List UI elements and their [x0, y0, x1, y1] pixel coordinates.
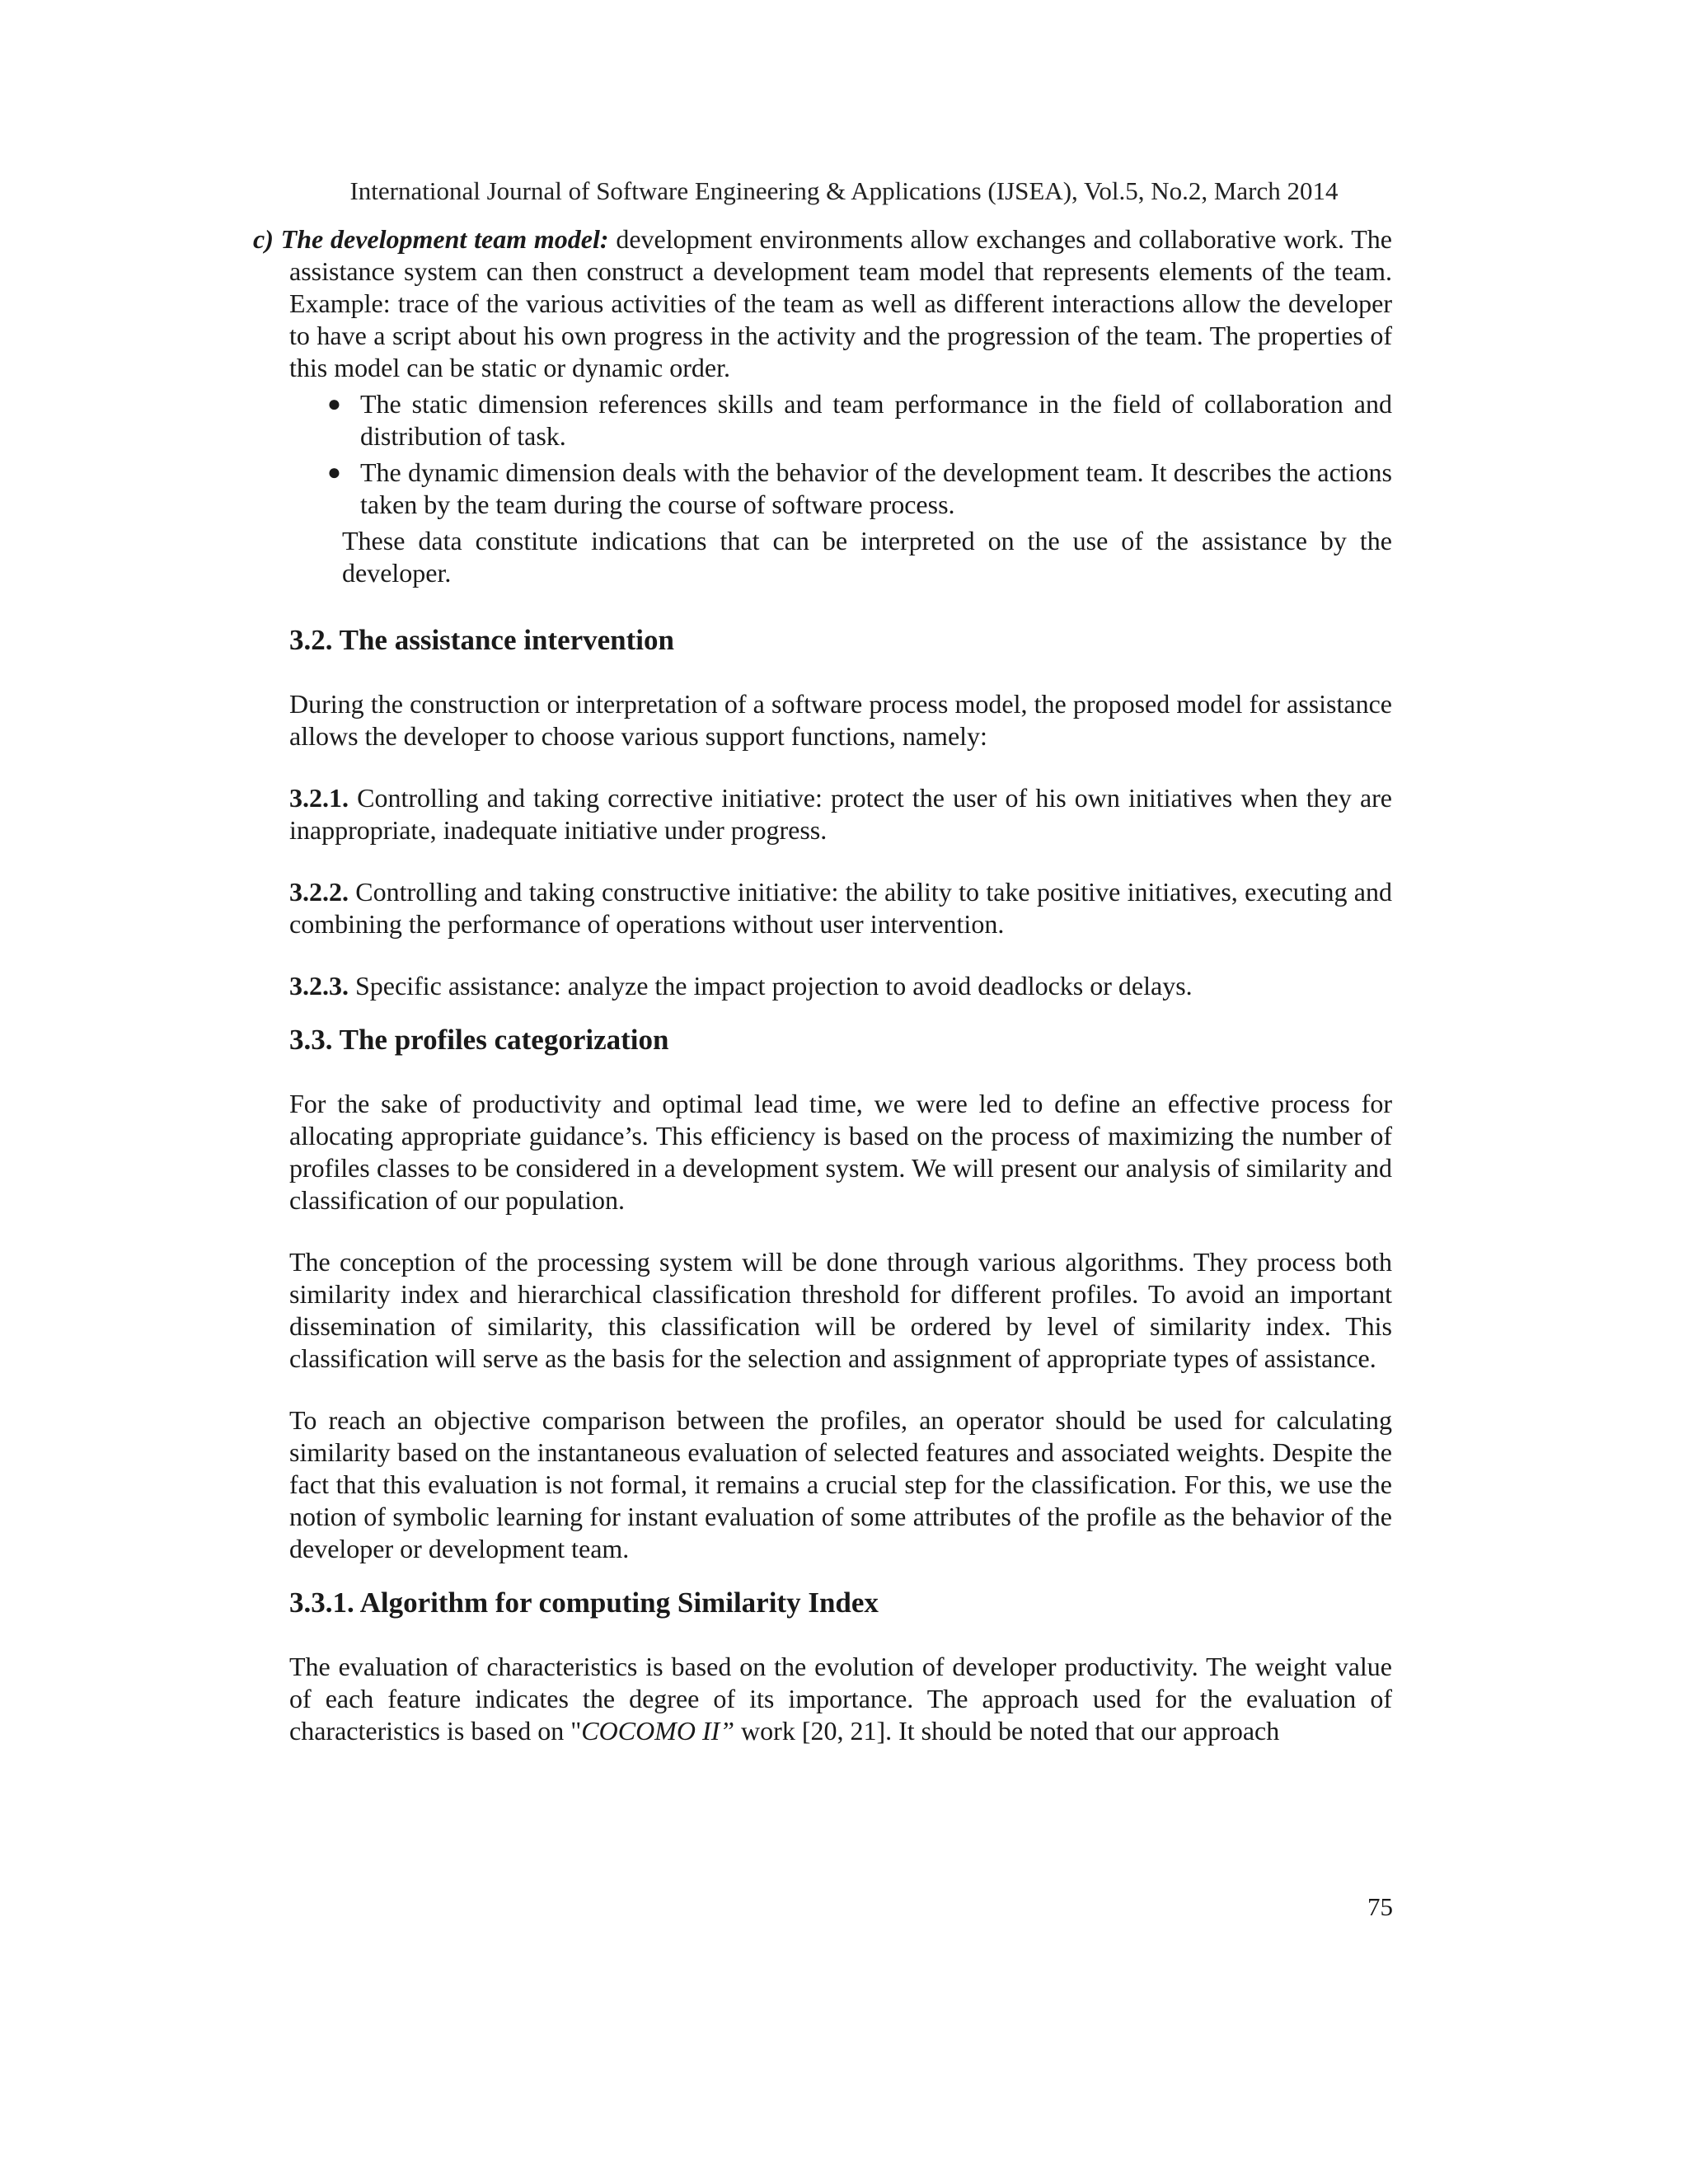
journal-header: International Journal of Software Engineering & Applications (IJSEA), Vol.5, No.2, March 2014	[349, 176, 1339, 205]
bullet-text: The static dimension references skills and team performance in the field of collaboration and distribution of task.	[360, 389, 1392, 451]
section-heading-3-3-1: 3.3.1. Algorithm for computing Similarity Index	[289, 1586, 879, 1619]
subsection-3-2-1	[289, 782, 1392, 846]
item-c-paragraph	[253, 223, 1393, 384]
section-3-3-paragraph: To reach an objective comparison between the profiles, an operator should be used for calculating similarity based on the instantaneous evaluation of selected features and associated weights. Despite the fact that this evaluation is not formal, it remains a crucial step for the classification. For this, we use the notion of symbolic learning for instant evaluation of some attributes of the profile as the behavior of the developer or development team.	[289, 1405, 1392, 1563]
text-before: The evaluation of characteristics is based on the evolution of developer productivity. The weight value of each feature indicates the degree of its importance. The approach used for the evaluation of characteristics is based on "	[289, 1652, 1392, 1746]
page-number: 75	[1367, 1892, 1393, 1921]
section-3-3-1-paragraph	[289, 1651, 1392, 1747]
subsection-text: Specific assistance: analyze the impact projection to avoid deadlocks or delays.	[349, 971, 1193, 1001]
bullet-icon: ●	[327, 391, 341, 417]
section-3-3-paragraph: For the sake of productivity and optimal lead time, we were led to define an effective process for allocating appropriate guidance’s. This efficiency is based on the process of maximizing the number of profiles classes to be considered in a development system. We will present our analysis of similarity and classification of our population.	[289, 1089, 1392, 1215]
item-c-text: development environments allow exchanges and collaborative work. The assistance system can then construct a development team model that represents elements of the team. Example: trace of the various activities of the team as well as different interactions allow the developer to have a script about his own progress in the activity and the progression of the team. The properties of this model can be static or dynamic order.	[289, 224, 1393, 382]
subsection-number: 3.2.2.	[289, 877, 349, 907]
bullet-icon: ●	[327, 460, 341, 485]
subsection-text: Controlling and taking constructive initiative: the ability to take positive initiatives, executing and combining the performance of operations without user intervention.	[289, 877, 1392, 939]
item-c-title: The development team model:	[280, 224, 609, 254]
list-item	[289, 457, 1392, 521]
item-c-closing: These data constitute indications that can be interpreted on the use of the assistance by the developer.	[342, 526, 1392, 588]
subsection-text: Controlling and taking corrective initiative: protect the user of his own initiatives when they are inappropriate, inadequate initiative under progress.	[289, 783, 1392, 845]
page-body	[253, 223, 1393, 1747]
section-3-2-intro: During the construction or interpretation of a software process model, the proposed model for assistance allows the developer to choose various support functions, namely:	[289, 689, 1392, 751]
section-heading-3-2: 3.2. The assistance intervention	[289, 624, 674, 656]
bullet-text: The dynamic dimension deals with the behavior of the development team. It describes the actions taken by the team during the course of software process.	[360, 457, 1392, 519]
list-item	[289, 388, 1392, 452]
section-heading-3-3: 3.3. The profiles categorization	[289, 1024, 669, 1056]
cocomo-term: COCOMO II”	[581, 1716, 735, 1746]
subsection-3-2-3	[289, 970, 1392, 1002]
subsection-number: 3.2.1.	[289, 783, 349, 813]
section-3-3-paragraph: The conception of the processing system will be done through various algorithms. They process both similarity index and hierarchical classification threshold for different profiles. To avoid an important dissemination of similarity, this classification will be ordered by level of similarity index. This classification will serve as the basis for the selection and assignment of appropriate types of assistance.	[289, 1247, 1392, 1373]
text-after: work [20, 21]. It should be noted that our approach	[734, 1716, 1280, 1746]
bullet-list	[289, 388, 1392, 521]
subsection-3-2-2	[289, 876, 1392, 940]
subsection-number: 3.2.3.	[289, 971, 349, 1001]
item-c-marker: c)	[253, 224, 274, 254]
